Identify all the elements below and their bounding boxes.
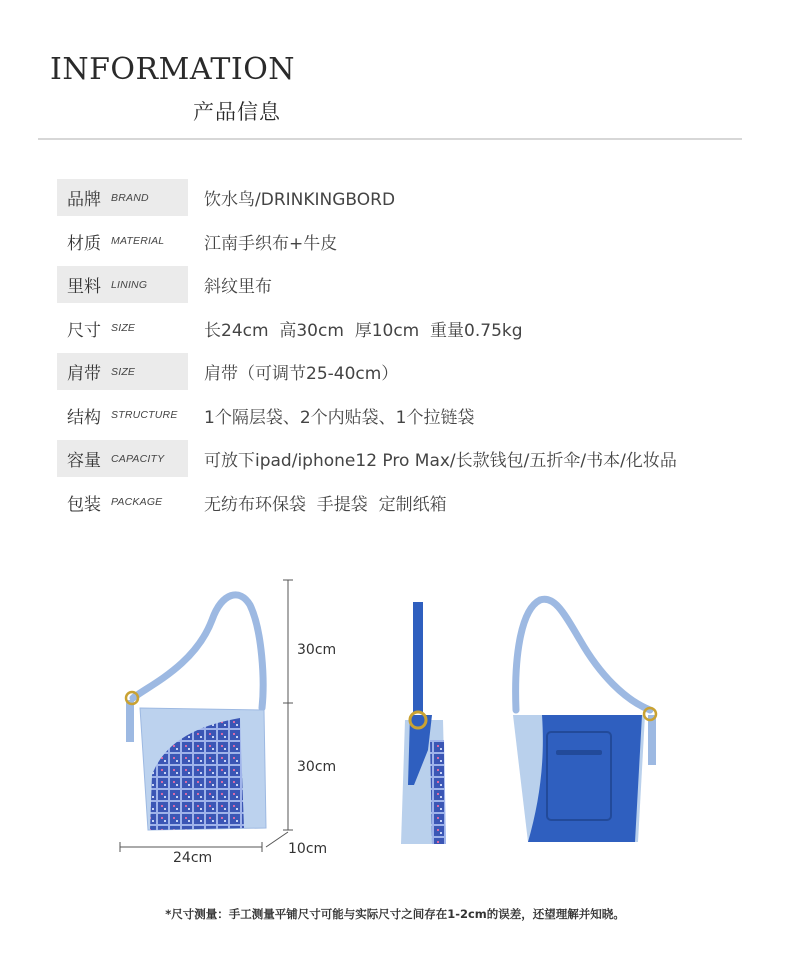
spec-label	[57, 397, 188, 434]
spec-label-en: SIZE	[111, 365, 136, 378]
dim-strap-height: 30cm	[297, 642, 337, 658]
back-zip-slot	[556, 750, 602, 755]
dim-body-height: 30cm	[297, 759, 337, 775]
spec-label-zh: 材质	[67, 233, 101, 254]
spec-value: 斜纹里布	[204, 277, 272, 297]
spec-row-size	[57, 310, 757, 347]
spec-label-zh: 肩带	[67, 364, 101, 384]
spec-row-package	[57, 484, 757, 521]
spec-label	[57, 484, 188, 521]
spec-label	[57, 353, 188, 390]
spec-label-en: STRUCTURE	[111, 409, 178, 421]
spec-label-zh: 容量	[67, 451, 101, 471]
spec-label-zh: 里料	[67, 277, 101, 297]
spec-label-en: LINING	[111, 278, 148, 291]
spec-row-material	[57, 223, 757, 260]
title-en: INFORMATION	[50, 52, 296, 87]
spec-label	[57, 223, 188, 260]
spec-label-en: CAPACITY	[111, 452, 165, 465]
spec-value: 江南手织布+牛皮	[204, 233, 338, 254]
spec-label-zh: 品牌	[67, 190, 101, 210]
spec-value: 无纺布环保袋 手提袋 定制纸箱	[204, 494, 447, 515]
spec-row-lining	[57, 266, 757, 303]
spec-label	[57, 179, 188, 216]
bag-diagram	[0, 560, 790, 900]
spec-row-structure	[57, 397, 757, 434]
spec-label-en: SIZE	[111, 322, 136, 334]
front-side-tab	[126, 700, 134, 742]
spec-label-en: MATERIAL	[111, 235, 165, 247]
back-body-blue	[528, 715, 642, 842]
footnote: *尺寸测量：手工测量平铺尺寸可能与实际尺寸之间存在1-2cm的误差，还望理解并知晓。	[165, 907, 625, 921]
back-side-tab	[648, 715, 656, 765]
divider	[38, 138, 742, 140]
spec-value: 1个隔层袋、2个内贴袋、1个拉链袋	[204, 407, 475, 428]
dim-width: 24cm	[173, 850, 213, 866]
spec-label-en: BRAND	[111, 191, 149, 204]
front-view-bag	[126, 595, 266, 830]
spec-row-strap	[57, 353, 757, 390]
spec-value: 肩带（可调节25-40cm）	[204, 364, 399, 384]
front-strap	[133, 595, 263, 708]
side-view-bag	[401, 602, 446, 844]
back-strap	[516, 599, 650, 710]
spec-label	[57, 266, 188, 303]
spec-row-brand	[57, 179, 757, 216]
spec-label-zh: 包装	[67, 494, 101, 515]
side-strap	[413, 602, 423, 712]
spec-label	[57, 440, 188, 477]
spec-table	[57, 179, 757, 527]
spec-value: 饮水鸟/DRINKINGBORD	[204, 190, 396, 210]
back-view-bag	[513, 599, 656, 842]
spec-label-zh: 结构	[67, 407, 101, 428]
side-weave	[430, 740, 446, 844]
dim-depth: 10cm	[288, 841, 328, 857]
spec-label-en: PACKAGE	[111, 496, 163, 508]
spec-row-capacity	[57, 440, 757, 477]
spec-value: 长24cm 高30cm 厚10cm 重量0.75kg	[204, 320, 523, 341]
title-zh: 产品信息	[193, 100, 281, 124]
spec-value: 可放下ipad/iphone12 Pro Max/长款钱包/五折伞/书本/化妆品	[204, 451, 677, 471]
spec-label-zh: 尺寸	[67, 320, 101, 341]
spec-label	[57, 310, 188, 347]
